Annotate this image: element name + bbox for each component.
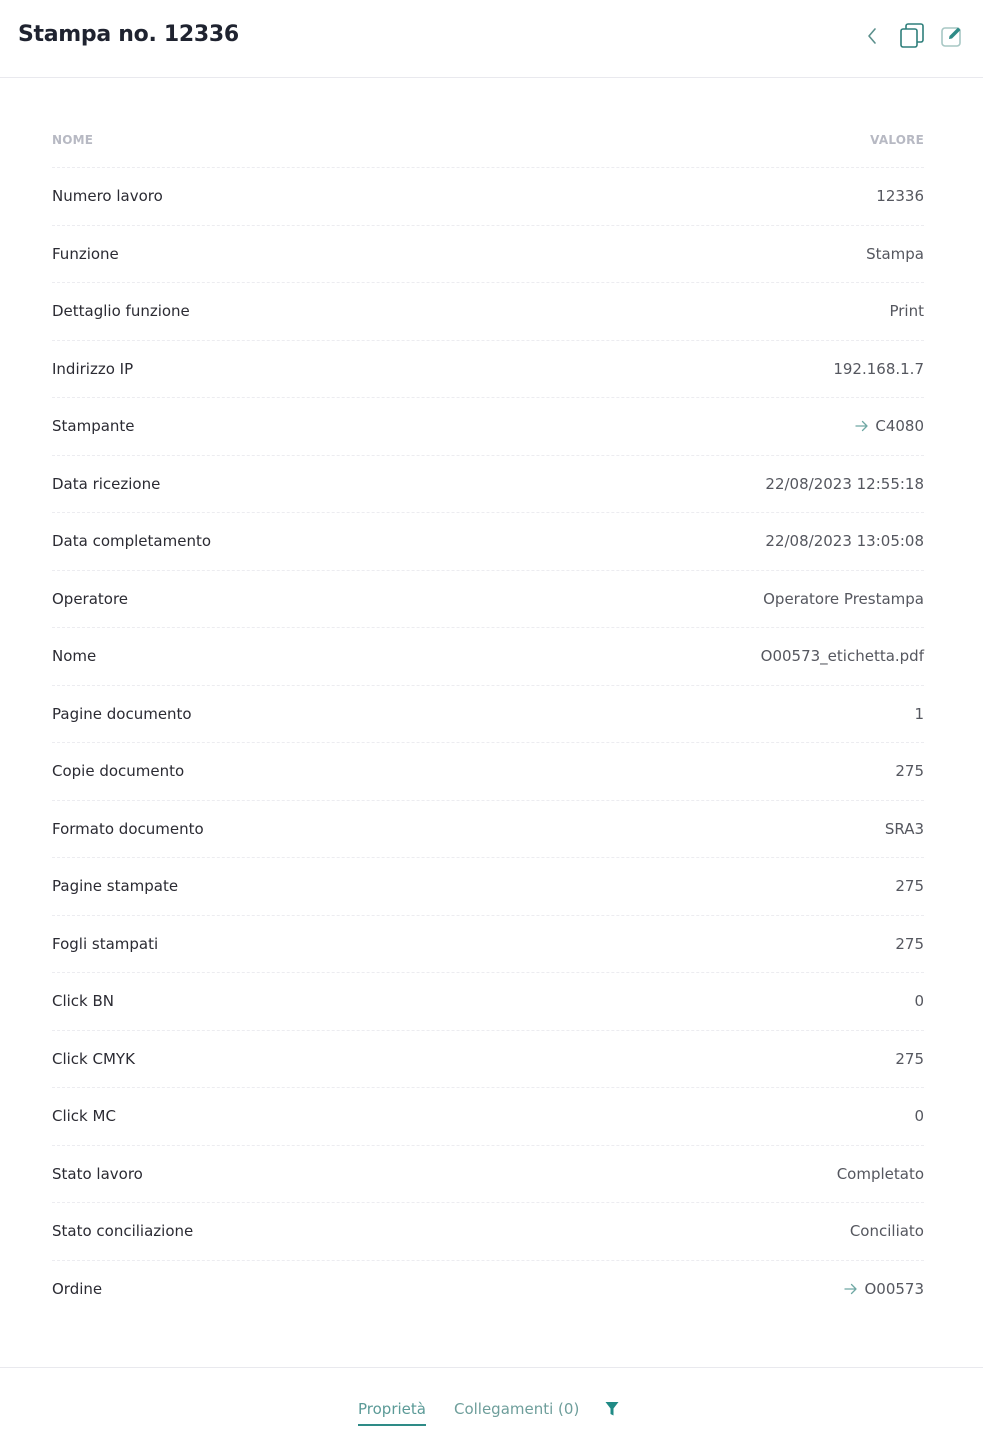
row-value-text: O00573_etichetta.pdf: [760, 647, 924, 666]
footer-bar: [0, 1367, 983, 1446]
row-value-text: 22/08/2023 13:05:08: [765, 532, 924, 551]
page-header: [0, 0, 983, 78]
table-body: [52, 168, 924, 1318]
page-title: Stampa no. 12336: [18, 22, 239, 47]
row-label: Funzione: [52, 244, 119, 263]
table-row: [52, 513, 924, 571]
row-value-text: O00573: [864, 1280, 924, 1299]
table-row: [52, 1146, 924, 1204]
table-header: [52, 112, 924, 168]
row-label: Stato lavoro: [52, 1164, 143, 1183]
row-value-text: SRA3: [884, 819, 924, 838]
row-value-text: 275: [895, 1049, 924, 1068]
table-row: [52, 916, 924, 974]
row-value-link[interactable]: [855, 417, 924, 435]
row-value-text: 0: [914, 1107, 924, 1126]
table-row: [52, 571, 924, 629]
row-value-text: 275: [895, 877, 924, 896]
edit-icon: [940, 24, 964, 48]
tab-proprieta[interactable]: Proprietà: [358, 1400, 426, 1426]
row-label: Numero lavoro: [52, 187, 163, 206]
row-value: [866, 245, 924, 263]
row-label: Operatore: [52, 589, 129, 608]
row-label: Click BN: [52, 992, 115, 1011]
row-value-text: 22/08/2023 12:55:18: [765, 474, 924, 493]
row-value-text: Completato: [836, 1164, 924, 1183]
row-value-text: 0: [914, 992, 924, 1011]
row-value: [837, 1165, 924, 1183]
row-value-text: Print: [889, 302, 924, 321]
table-row: [52, 1203, 924, 1261]
edit-button[interactable]: [939, 22, 965, 50]
row-value-text: Operatore Prestampa: [763, 589, 924, 608]
table-row: [52, 283, 924, 341]
row-value: [895, 877, 924, 895]
table-row: [52, 686, 924, 744]
table-row: [52, 168, 924, 226]
row-label: Dettaglio funzione: [52, 302, 190, 321]
row-label: Stampante: [52, 417, 135, 436]
row-value-text: Conciliato: [849, 1222, 924, 1241]
table-row: [52, 973, 924, 1031]
row-value: [885, 820, 924, 838]
table-row: [52, 1261, 924, 1319]
copy-icon: [899, 22, 925, 50]
row-value: [876, 187, 924, 205]
row-label: Click CMYK: [52, 1049, 135, 1068]
header-actions: [859, 22, 965, 50]
row-label: Nome: [52, 647, 97, 666]
row-label: Fogli stampati: [52, 934, 159, 953]
row-value: [850, 1222, 924, 1240]
row-value-text: Stampa: [866, 244, 924, 263]
row-value: [765, 532, 924, 550]
row-value-link[interactable]: [844, 1280, 924, 1298]
filter-icon: [605, 1401, 619, 1417]
back-button[interactable]: [859, 22, 885, 50]
row-value-text: 192.168.1.7: [833, 359, 924, 378]
row-label: Click MC: [52, 1107, 116, 1126]
table-row: [52, 398, 924, 456]
table-row: [52, 341, 924, 399]
row-label: Indirizzo IP: [52, 359, 134, 378]
table-row: [52, 858, 924, 916]
row-value-text: 12336: [876, 187, 924, 206]
table-row: [52, 1031, 924, 1089]
duplicate-button[interactable]: [899, 22, 925, 50]
row-value: [914, 992, 924, 1010]
row-label: Pagine stampate: [52, 877, 179, 896]
row-label: Ordine: [52, 1280, 103, 1299]
row-value: [895, 1050, 924, 1068]
row-value: [765, 475, 924, 493]
properties-table: [52, 112, 924, 1318]
arrow-right-icon: [855, 420, 869, 432]
row-value: [833, 360, 924, 378]
row-value: [895, 762, 924, 780]
row-label: Data completamento: [52, 532, 212, 551]
row-label: Stato conciliazione: [52, 1222, 194, 1241]
row-value-text: 275: [895, 762, 924, 781]
row-value-text: 275: [895, 934, 924, 953]
table-row: [52, 743, 924, 801]
row-value: [763, 590, 924, 608]
row-label: Copie documento: [52, 762, 185, 781]
table-row: [52, 801, 924, 859]
filter-button[interactable]: [605, 1401, 619, 1417]
table-row: [52, 226, 924, 284]
footer-tabs: [358, 1400, 619, 1426]
row-label: Formato documento: [52, 819, 204, 838]
row-value: [889, 302, 924, 320]
table-row: [52, 628, 924, 686]
column-header-name: NOME: [52, 132, 94, 147]
row-value: [895, 935, 924, 953]
row-value: [914, 1107, 924, 1125]
chevron-left-icon: [866, 27, 878, 45]
row-value: [914, 705, 924, 723]
row-value-text: 1: [914, 704, 924, 723]
tab-collegamenti[interactable]: Collegamenti (0): [453, 1400, 580, 1418]
column-header-value: VALORE: [870, 132, 924, 147]
arrow-right-icon: [844, 1283, 858, 1295]
row-label: Data ricezione: [52, 474, 161, 493]
table-row: [52, 456, 924, 514]
row-value-text: C4080: [875, 417, 924, 436]
row-value: [761, 647, 924, 665]
table-row: [52, 1088, 924, 1146]
row-label: Pagine documento: [52, 704, 192, 723]
